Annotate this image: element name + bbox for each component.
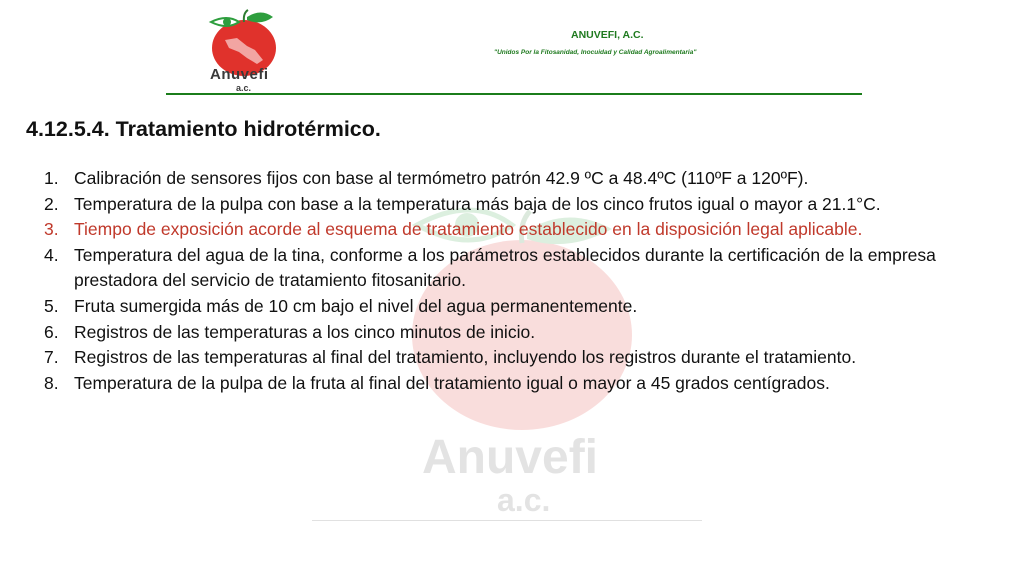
slogan: "Unidos Por la Fitosanidad, Inocuidad y Calidad Agroalimentaria" bbox=[494, 49, 697, 56]
item-number: 6. bbox=[44, 321, 59, 342]
section-title: 4.12.5.4. Tratamiento hidrotérmico. bbox=[26, 117, 381, 141]
list-item bbox=[44, 294, 944, 320]
list-item bbox=[44, 371, 944, 397]
item-number: 7. bbox=[44, 347, 59, 368]
item-number: 1. bbox=[44, 168, 59, 188]
item-text: Temperatura del agua de la tina, conforme a los parámetros establecidos durante la certificación de la empresa prestadora del servicio de tratamiento fitosanitario. bbox=[74, 244, 936, 291]
item-number: 2. bbox=[44, 193, 59, 214]
list-item bbox=[44, 166, 944, 192]
item-number: 3. bbox=[44, 219, 59, 240]
item-text: Tiempo de exposición acorde al esquema de tratamiento establecido en la disposición legal aplicable. bbox=[74, 219, 863, 240]
item-text: Registros de las temperaturas a los cinco minutos de inicio. bbox=[74, 321, 536, 342]
list-item bbox=[44, 243, 944, 294]
list-item bbox=[44, 320, 944, 346]
organization-name: ANUVEFI, A.C. bbox=[571, 29, 644, 41]
item-number: 4. bbox=[44, 244, 59, 265]
item-text: Temperatura de la pulpa de la fruta al final del tratamiento igual o mayor a 45 grados centígrados. bbox=[74, 372, 830, 393]
item-text: Temperatura de la pulpa con base a la temperatura más baja de los cinco frutos igual o mayor a 21.1°C. bbox=[74, 193, 881, 214]
watermark-logo-text: Anuvefi bbox=[422, 431, 599, 484]
requirements-list bbox=[44, 166, 944, 396]
list-item-highlighted bbox=[44, 217, 944, 243]
watermark-logo-subtext: a.c. bbox=[497, 482, 551, 518]
item-text: Registros de las temperaturas al final del tratamiento, incluyendo los registros durante el tratamiento. bbox=[74, 347, 857, 368]
header-divider bbox=[166, 93, 862, 95]
logo-subtext: a.c. bbox=[236, 83, 252, 93]
item-text: Fruta sumergida más de 10 cm bajo el nivel del agua permanentemente. bbox=[74, 295, 638, 316]
logo-text: Anuvefi bbox=[210, 66, 269, 83]
item-text: Calibración de sensores fijos con base al termómetro patrón 42.9 ºC a 48.4ºC (110ºF a 120ºF). bbox=[74, 168, 809, 188]
list-item bbox=[44, 345, 944, 371]
list-item bbox=[44, 192, 944, 218]
item-number: 5. bbox=[44, 295, 59, 316]
item-number: 8. bbox=[44, 372, 59, 393]
